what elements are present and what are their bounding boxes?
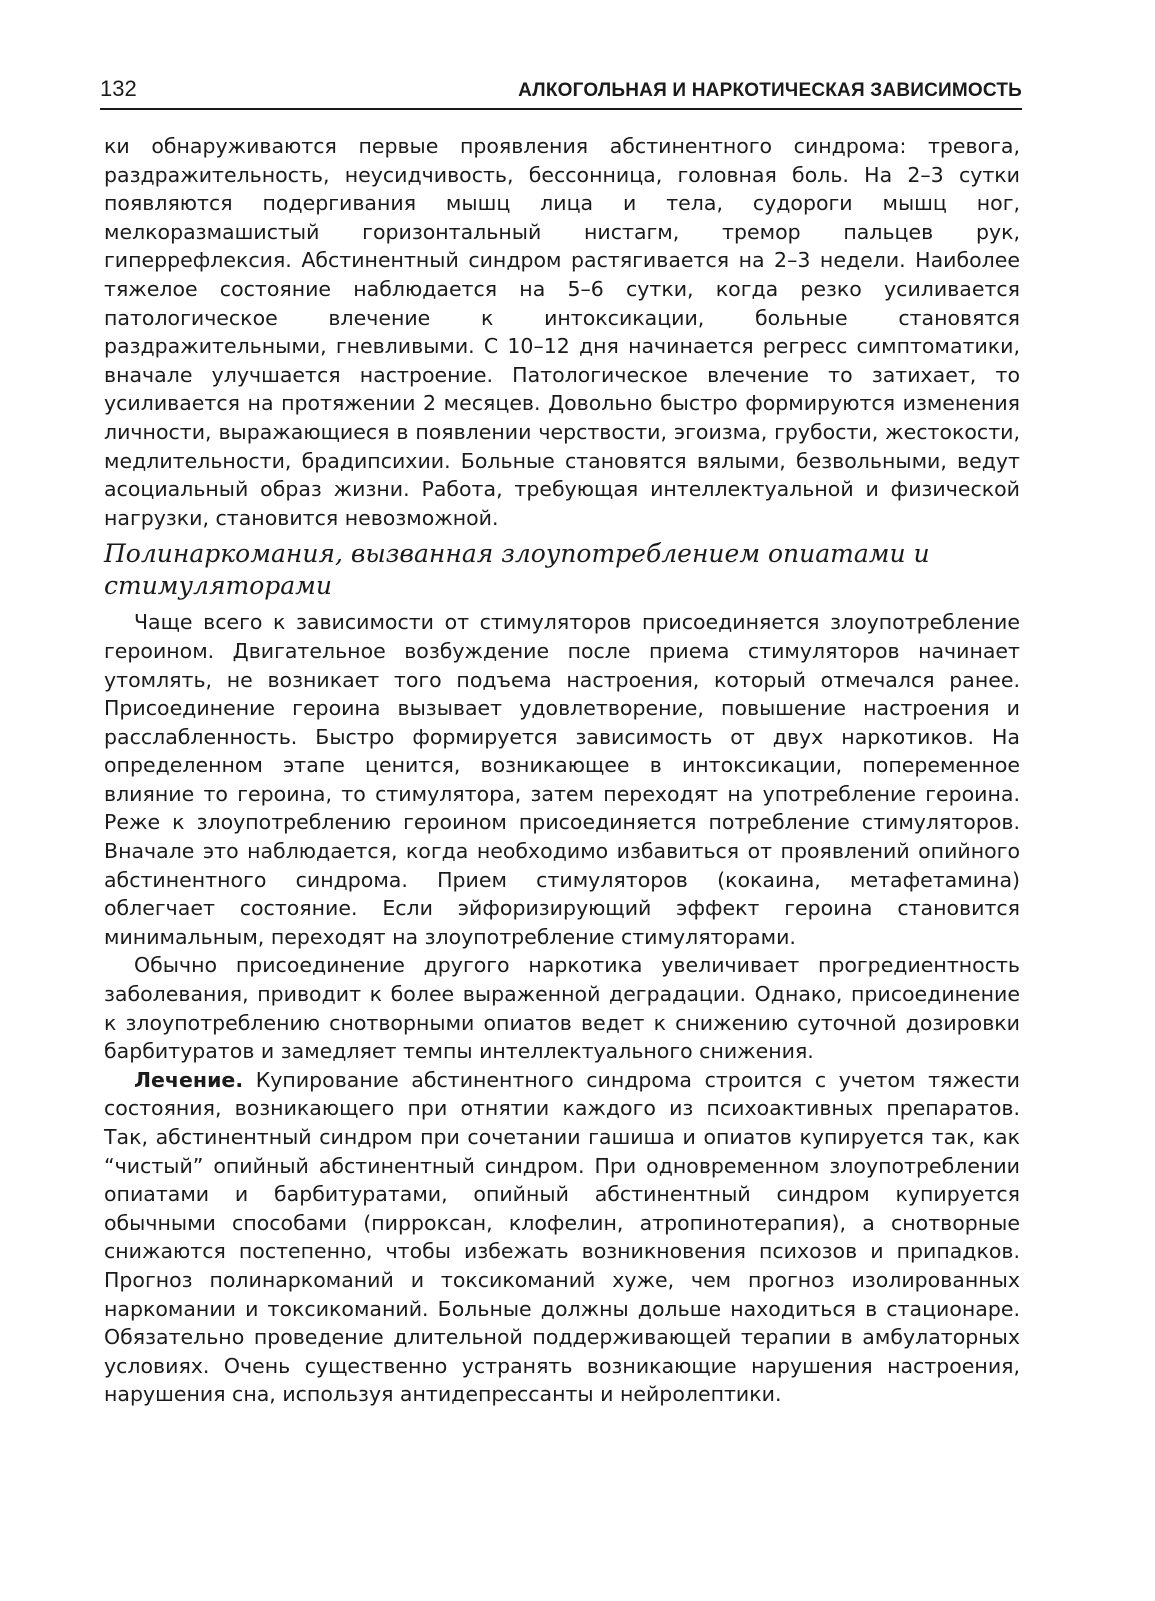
paragraph-treatment	[104, 1066, 1020, 1409]
page-body	[104, 132, 1020, 1409]
paragraph-progression: Обычно присоединение другого наркотика увеличивает прогредиентность заболевания, приводит к более выраженной деградации. Однако, присоединение к злоупотреблению снотворными опиатов ведет к снижению суточной дозировки барбитуратов и замедляет темпы интеллектуального снижения.	[104, 953, 1020, 1064]
page-number: 132	[100, 76, 137, 101]
paragraph-continuation: ки обнаруживаются первые проявления абстинентного синдрома: тревога, раздражительность, неусидчивость, бессонница, головная боль. На 2–3 сутки появляются подергивания мышц лица и тела, судороги мышц ног, мелкоразмашистый горизонтальный нистагм, тремор пальцев рук, гиперрефлексия. Абстинентный синдром растягивается на 2–3 недели. Наиболее тяжелое состояние наблюдается на 5–6 сутки, когда резко усиливается патологическое влечение к интоксикации, больные становятся раздражительными, гневливыми. С 10–12 дня начинается регресс симптоматики, вначале улучшается настроение. Патологическое влечение то затихает, то усиливается на протяжении 2 месяцев. Довольно быстро формируются изменения личности, выражающиеся в появлении черствости, эгоизма, грубости, жестокости, медлительности, брадипсихии. Больные становятся вялыми, безвольными, ведут асоциальный образ жизни. Работа, требующая интеллектуальной и физической нагрузки, становится невозможной.	[104, 134, 1020, 530]
paragraph-polydrug-course: Чаще всего к зависимости от стимуляторов присоединяется злоупотребление героином. Двигательное возбуждение после приема стимуляторов начинает утомлять, не возникает того подъема настроения, который отмечался ранее. Присоединение героина вызывает удовлетворение, повышение настроения и расслабленность. Быстро формируется зависимость от двух наркотиков. На определенном этапе ценится, возникающее в интоксикации, попеременное влияние то героина, то стимулятора, затем переходят на употребление героина. Реже к злоупотреблению героином присоединяется потребление стимуляторов. Вначале это наблюдается, когда необходимо избавиться от проявлений опийного абстинентного синдрома. Прием стимуляторов (кокаина, метафетамина) облегчает состояние. Если эйфоризирующий эффект героина становится минимальным, переходят на злоупотребление стимуляторами.	[104, 610, 1020, 949]
treatment-term: Лечение.	[134, 1067, 244, 1092]
running-title: АЛКОГОЛЬНАЯ И НАРКОТИЧЕСКАЯ ЗАВИСИМОСТЬ	[518, 80, 1022, 101]
treatment-text: Купирование абстинентного синдрома строится с учетом тяжести состояния, возникающего при отнятии каждого из психоактивных препаратов. Так, абстинентный синдром при сочетании гашиша и опиатов купируется так, как “чистый” опийный абстинентный синдром. При одновременном злоупотреблении опиатами и барбитуратами, опийный абстинентный синдром купируется обычными способами (пирроксан, клофелин, атропинотерапия), а снотворные снижаются постепенно, чтобы избежать возникновения психозов и припадков. Прогноз полинаркоманий и токсикоманий хуже, чем прогноз изолированных наркомании и токсикоманий. Больные должны дольше находиться в стационаре. Обязательно проведение длительной поддерживающей терапии в амбулаторных условиях. Очень существенно устранять возникающие нарушения настроения, нарушения сна, используя антидепрессанты и нейролептики.	[104, 1067, 1020, 1407]
page-header	[100, 68, 1022, 110]
section-heading: Полинаркомания, вызванная злоупотреблением опиатами и стимуляторами	[104, 539, 930, 601]
